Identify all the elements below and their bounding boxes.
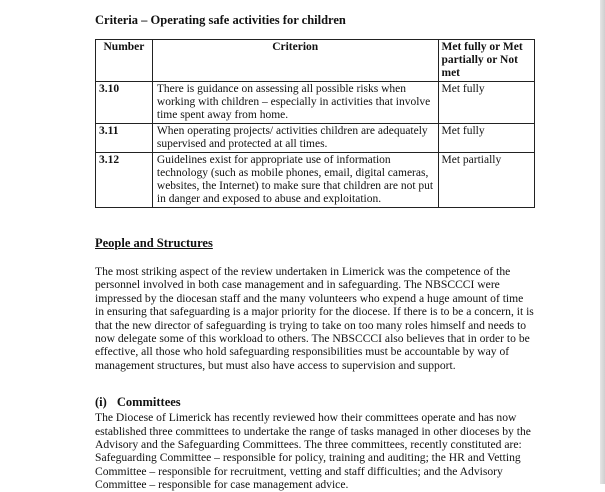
document-content <box>95 13 535 492</box>
subsection-heading <box>95 396 535 409</box>
header-number: Number <box>96 40 153 82</box>
subsection-title: Committees <box>116 395 181 410</box>
table-row <box>96 153 535 208</box>
row-met: Met fully <box>438 82 535 124</box>
body-paragraph: The Diocese of Limerick has recently reviewed how their committees operate and has now established three committees to undertake the range of tasks managed in other dioceses by the Advisory and the Safeguarding Committees. The three committees, recently constituted are: Safeguarding Committee – responsible for policy, training and auditing; the HR and Vetting Committee – responsible for recruitment, vetting and staff difficulties; and the Advisory Committee – responsible for case management advice. <box>95 411 531 492</box>
row-number: 3.12 <box>96 153 153 208</box>
row-criterion: Guidelines exist for appropriate use of information technology (such as mobile phones, email, digital cameras, websites, the Internet) to make sure that children are not put in danger and exposed to abuse and exploitation. <box>152 153 438 208</box>
section-heading: People and Structures <box>95 236 213 250</box>
row-met: Met partially <box>438 153 535 208</box>
table-row <box>96 82 535 124</box>
header-met: Met fully or Met partially or Not met <box>438 40 535 82</box>
row-met: Met fully <box>438 124 535 153</box>
body-paragraph: The most striking aspect of the review undertaken in Limerick was the competence of the personnel involved in both case management and in safeguarding. The NBSCCCI were impressed by the diocesan staff and the many volunteers who expend a huge amount of time in ensuring that safeguarding is a major priority for the diocese. If there is to be a concern, it is that the new director of safeguarding is trying to take on too many roles himself and needs to now delegate some of this workload to others. The NBSCCCI also believes that in order to be effective, all those who hold safeguarding responsibilities must be accountable by way of management structures, but must also have access to supervision and support. <box>95 265 534 372</box>
row-number: 3.10 <box>96 82 153 124</box>
scrollbar-edge[interactable] <box>600 0 605 484</box>
row-number: 3.11 <box>96 124 153 153</box>
row-criterion: There is guidance on assessing all possible risks when working with children – especially in activities that involve time spent away from home. <box>152 82 438 124</box>
row-criterion: When operating projects/ activities children are adequately supervised and protected at all times. <box>152 124 438 153</box>
table-row <box>96 124 535 153</box>
subsection-number: (i) <box>95 395 107 410</box>
header-criterion: Criterion <box>152 40 438 82</box>
criteria-title: Criteria – Operating safe activities for children <box>95 13 346 27</box>
criteria-table <box>95 39 535 208</box>
table-header-row <box>96 40 535 82</box>
